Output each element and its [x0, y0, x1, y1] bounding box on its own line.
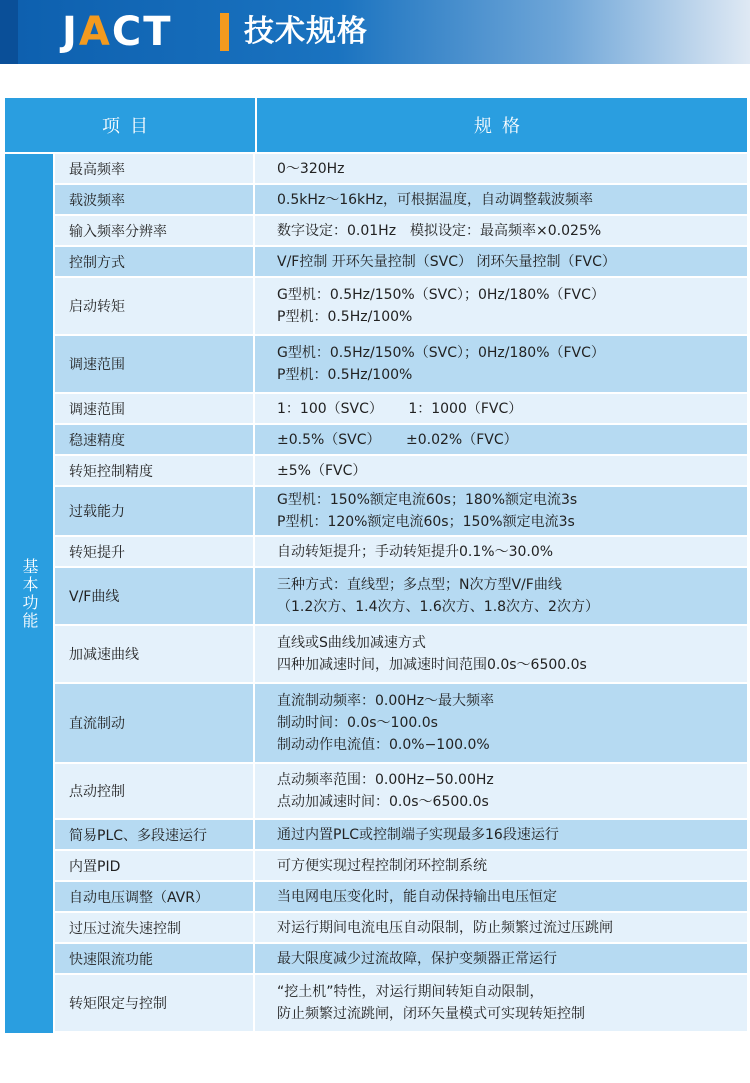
group-column: [5, 154, 55, 1033]
table-row: [55, 456, 747, 487]
row-item-label: 点动控制: [55, 764, 255, 818]
row-item-label: 加减速曲线: [55, 626, 255, 682]
row-spec-value: [255, 820, 747, 849]
row-spec-value: [255, 247, 747, 276]
row-item-label: 转矩限定与控制: [55, 975, 255, 1031]
table-row: [55, 185, 747, 216]
spec-line: 四种加减速时间，加减速时间范围0.0s～6500.0s: [277, 657, 587, 673]
spec-line: G型机：0.5Hz/150%（SVC）；0Hz/180%（FVC）: [277, 345, 605, 361]
table-body: [5, 154, 747, 1033]
row-item-label: 转矩提升: [55, 537, 255, 566]
table-row: [55, 913, 747, 944]
spec-line: P型机：0.5Hz/100%: [277, 309, 413, 325]
row-item-label: 最高频率: [55, 154, 255, 183]
row-item-label: 控制方式: [55, 247, 255, 276]
spec-table: [5, 98, 747, 1033]
row-spec-value: [255, 975, 747, 1031]
row-item-label: 直流制动: [55, 684, 255, 762]
spec-line: 直流制动频率：0.00Hz～最大频率: [277, 693, 495, 709]
table-row: [55, 537, 747, 568]
spec-line: 数字设定：0.01Hz 模拟设定：最高频率×0.025%: [277, 222, 602, 239]
spec-line: 0.5kHz～16kHz，可根据温度，自动调整载波频率: [277, 191, 594, 208]
table-row: [55, 154, 747, 185]
table-row: [55, 568, 747, 626]
row-spec-value: [255, 336, 747, 392]
row-item-label: 过压过流失速控制: [55, 913, 255, 942]
table-rows: [55, 154, 747, 1033]
table-row: [55, 216, 747, 247]
row-item-label: 输入频率分辨率: [55, 216, 255, 245]
spec-line: 三种方式：直线型；多点型；N次方型V/F曲线: [277, 577, 562, 593]
table-row: [55, 626, 747, 684]
row-item-label: 快速限流功能: [55, 944, 255, 973]
table-row: [55, 336, 747, 394]
table-row: [55, 425, 747, 456]
row-item-label: 稳速精度: [55, 425, 255, 454]
row-item-label: 内置PID: [55, 851, 255, 880]
spec-line: 点动频率范围：0.00Hz−50.00Hz: [277, 772, 494, 788]
table-row: [55, 944, 747, 975]
spec-line: ±5%（FVC）: [277, 462, 367, 479]
row-item-label: 转矩控制精度: [55, 456, 255, 485]
group-label: 基本功能: [20, 557, 39, 630]
row-item-label: 调速范围: [55, 394, 255, 423]
spec-line: 可方便实现过程控制闭环控制系统: [277, 857, 487, 874]
spec-line: G型机：0.5Hz/150%（SVC）；0Hz/180%（FVC）: [277, 287, 605, 303]
table-header: [5, 98, 747, 152]
row-spec-value: [255, 425, 747, 454]
row-spec-value: [255, 944, 747, 973]
spec-line: 制动动作电流值：0.0%−100.0%: [277, 737, 490, 753]
spec-line: 直线或S曲线加减速方式: [277, 635, 426, 651]
row-spec-value: [255, 882, 747, 911]
spec-line: 1：100（SVC） 1：1000（FVC）: [277, 400, 523, 417]
spec-line: P型机：0.5Hz/100%: [277, 367, 413, 383]
table-row: [55, 278, 747, 336]
spec-line: 最大限度减少过流故障，保护变频器正常运行: [277, 950, 557, 967]
row-spec-value: [255, 684, 747, 762]
spec-line: 对运行期间电流电压自动限制，防止频繁过流过压跳闸: [277, 919, 613, 936]
jact-logo: JACT: [62, 9, 173, 55]
spec-line: 点动加减速时间：0.0s～6500.0s: [277, 794, 489, 810]
table-row: [55, 882, 747, 913]
spec-line: 当电网电压变化时，能自动保持输出电压恒定: [277, 888, 557, 905]
row-item-label: 启动转矩: [55, 278, 255, 334]
page-title: 技术规格: [244, 14, 368, 49]
row-item-label: 载波频率: [55, 185, 255, 214]
table-row: [55, 975, 747, 1033]
spec-line: 防止频繁过流跳闸，闭环矢量模式可实现转矩控制: [277, 1006, 585, 1022]
spec-line: 自动转矩提升；手动转矩提升0.1%～30.0%: [277, 543, 554, 560]
row-spec-value: [255, 626, 747, 682]
spec-line: P型机：120%额定电流60s；150%额定电流3s: [277, 514, 575, 530]
spec-line: 通过内置PLC或控制端子实现最多16段速运行: [277, 826, 559, 843]
row-item-label: 过载能力: [55, 487, 255, 535]
spec-line: G型机：150%额定电流60s；180%额定电流3s: [277, 492, 578, 508]
spec-line: 制动时间：0.0s～100.0s: [277, 715, 438, 731]
row-spec-value: [255, 456, 747, 485]
row-item-label: 自动电压调整（AVR）: [55, 882, 255, 911]
table-row: [55, 684, 747, 764]
row-spec-value: [255, 568, 747, 624]
row-item-label: V/F曲线: [55, 568, 255, 624]
spec-line: “挖土机”特性，对运行期间转矩自动限制，: [277, 984, 544, 1000]
row-item-label: 调速范围: [55, 336, 255, 392]
table-row: [55, 820, 747, 851]
column-header-item: 项目: [5, 98, 257, 152]
row-spec-value: [255, 154, 747, 183]
row-spec-value: [255, 537, 747, 566]
row-item-label: 简易PLC、多段速运行: [55, 820, 255, 849]
row-spec-value: [255, 764, 747, 818]
table-row: [55, 247, 747, 278]
row-spec-value: [255, 185, 747, 214]
row-spec-value: [255, 487, 747, 535]
table-row: [55, 764, 747, 820]
row-spec-value: [255, 216, 747, 245]
header-edge-strip: [0, 0, 18, 64]
spec-line: V/F控制 开环矢量控制（SVC） 闭环矢量控制（FVC）: [277, 253, 616, 270]
header-divider-bar: [220, 13, 229, 51]
spec-line: ±0.5%（SVC） ±0.02%（FVC）: [277, 431, 518, 448]
row-spec-value: [255, 278, 747, 334]
row-spec-value: [255, 913, 747, 942]
table-row: [55, 851, 747, 882]
page-header: [0, 0, 750, 64]
column-header-spec: 规格: [474, 116, 530, 137]
table-row: [55, 394, 747, 425]
row-spec-value: [255, 394, 747, 423]
row-spec-value: [255, 851, 747, 880]
spec-line: （1.2次方、1.4次方、1.6次方、1.8次方、2次方）: [277, 599, 599, 615]
spec-line: 0～320Hz: [277, 160, 345, 177]
table-row: [55, 487, 747, 537]
